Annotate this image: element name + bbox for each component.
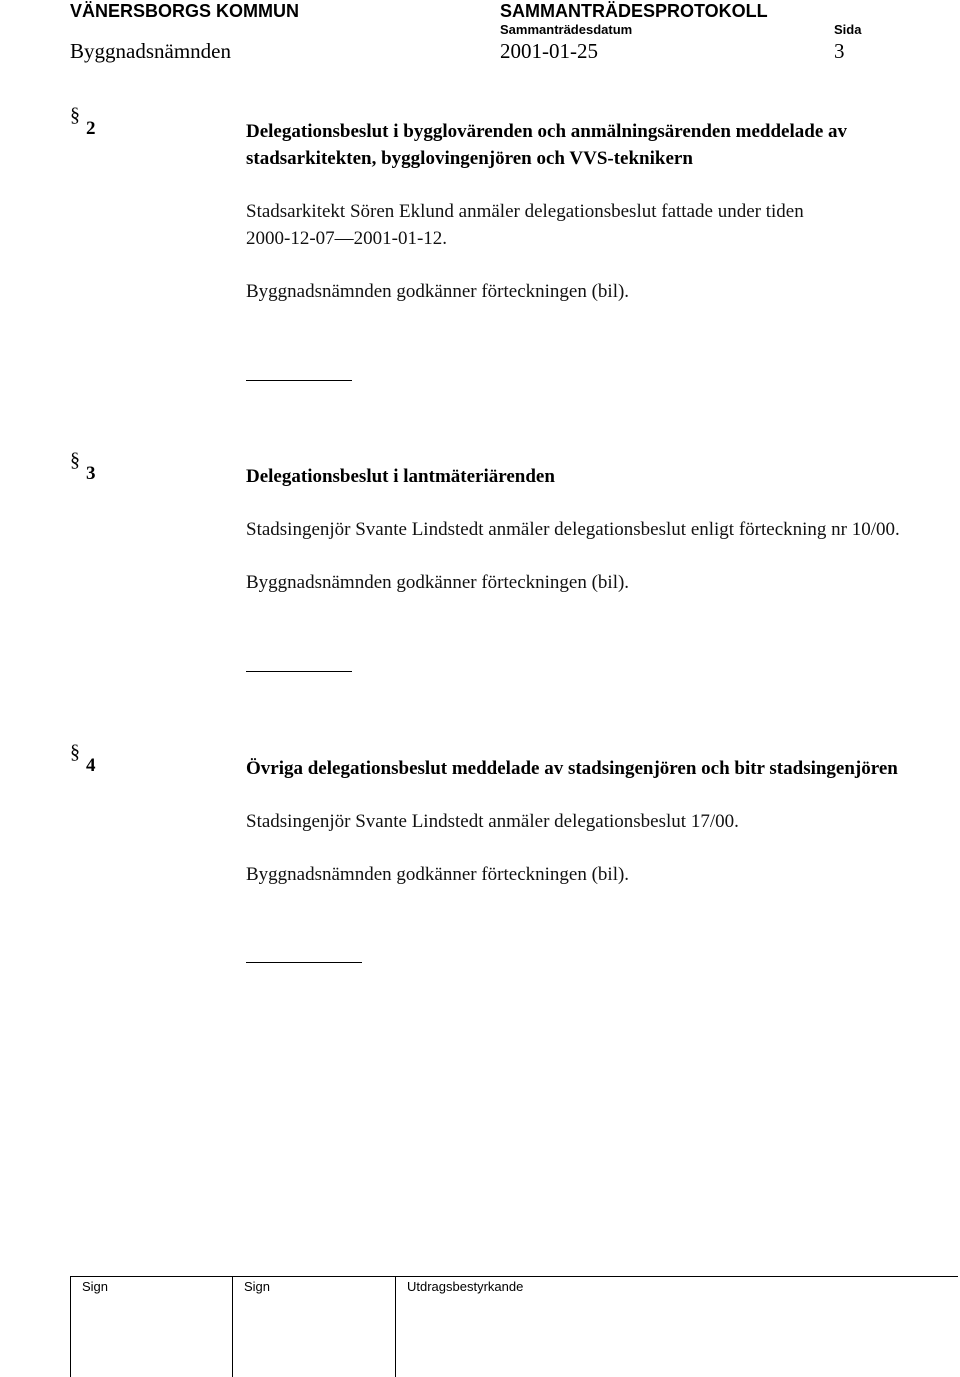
section-number: 3 xyxy=(86,463,96,484)
sign-field-2: Sign xyxy=(244,1279,271,1294)
section-decision: Byggnadsnämnden godkänner förteckningen (bil). xyxy=(246,864,630,885)
section-title: Delegationsbeslut i lantmäteriärenden xyxy=(246,466,555,487)
organization-name: VÄNERSBORGS KOMMUN xyxy=(70,1,300,21)
footer-divider xyxy=(395,1276,396,1377)
section-decision: Byggnadsnämnden godkänner förteckningen (bil). xyxy=(246,572,630,593)
sign-field-1: Sign xyxy=(82,1279,109,1294)
section-number: 2 xyxy=(86,118,96,139)
section-separator xyxy=(246,380,352,381)
date-label: Sammanträdesdatum xyxy=(500,22,633,37)
page-label: Sida xyxy=(834,22,862,37)
section-body-line: Stadsingenjör Svante Lindstedt anmäler delegationsbeslut 17/00. xyxy=(246,811,739,832)
section-mark: § xyxy=(70,449,80,471)
section-decision: Byggnadsnämnden godkänner förteckningen (bil). xyxy=(246,281,630,302)
section-body-line: 2000-12-07—2001-01-12. xyxy=(246,228,448,249)
section-mark: § xyxy=(70,104,80,126)
footer-divider xyxy=(70,1276,71,1377)
section-body-line: Stadsingenjör Svante Lindstedt anmäler delegationsbeslut enligt förteckning nr 10/00. xyxy=(246,519,900,540)
section-separator xyxy=(246,671,352,672)
board-name: Byggnadsnämnden xyxy=(70,39,231,63)
section-number: 4 xyxy=(86,755,96,776)
footer-rule xyxy=(70,1276,958,1277)
footer-divider xyxy=(232,1276,233,1377)
section-title: Delegationsbeslut i bygglovärenden och anmälningsärenden meddelade av stadsarkitekten, bygglovingenjören och VVS-teknikern xyxy=(246,121,848,169)
document-type: SAMMANTRÄDESPROTOKOLL xyxy=(500,1,768,21)
section-mark: § xyxy=(70,741,80,763)
page-number: 3 xyxy=(834,39,845,63)
certified-extract-field: Utdragsbestyrkande xyxy=(407,1279,524,1294)
section-title: Övriga delegationsbeslut meddelade av stadsingenjören och bitr stadsingenjören xyxy=(246,758,898,779)
section-body-line: Stadsarkitekt Sören Eklund anmäler delegationsbeslut fattade under tiden xyxy=(246,201,804,222)
meeting-date: 2001-01-25 xyxy=(500,39,598,63)
section-separator xyxy=(246,962,362,963)
